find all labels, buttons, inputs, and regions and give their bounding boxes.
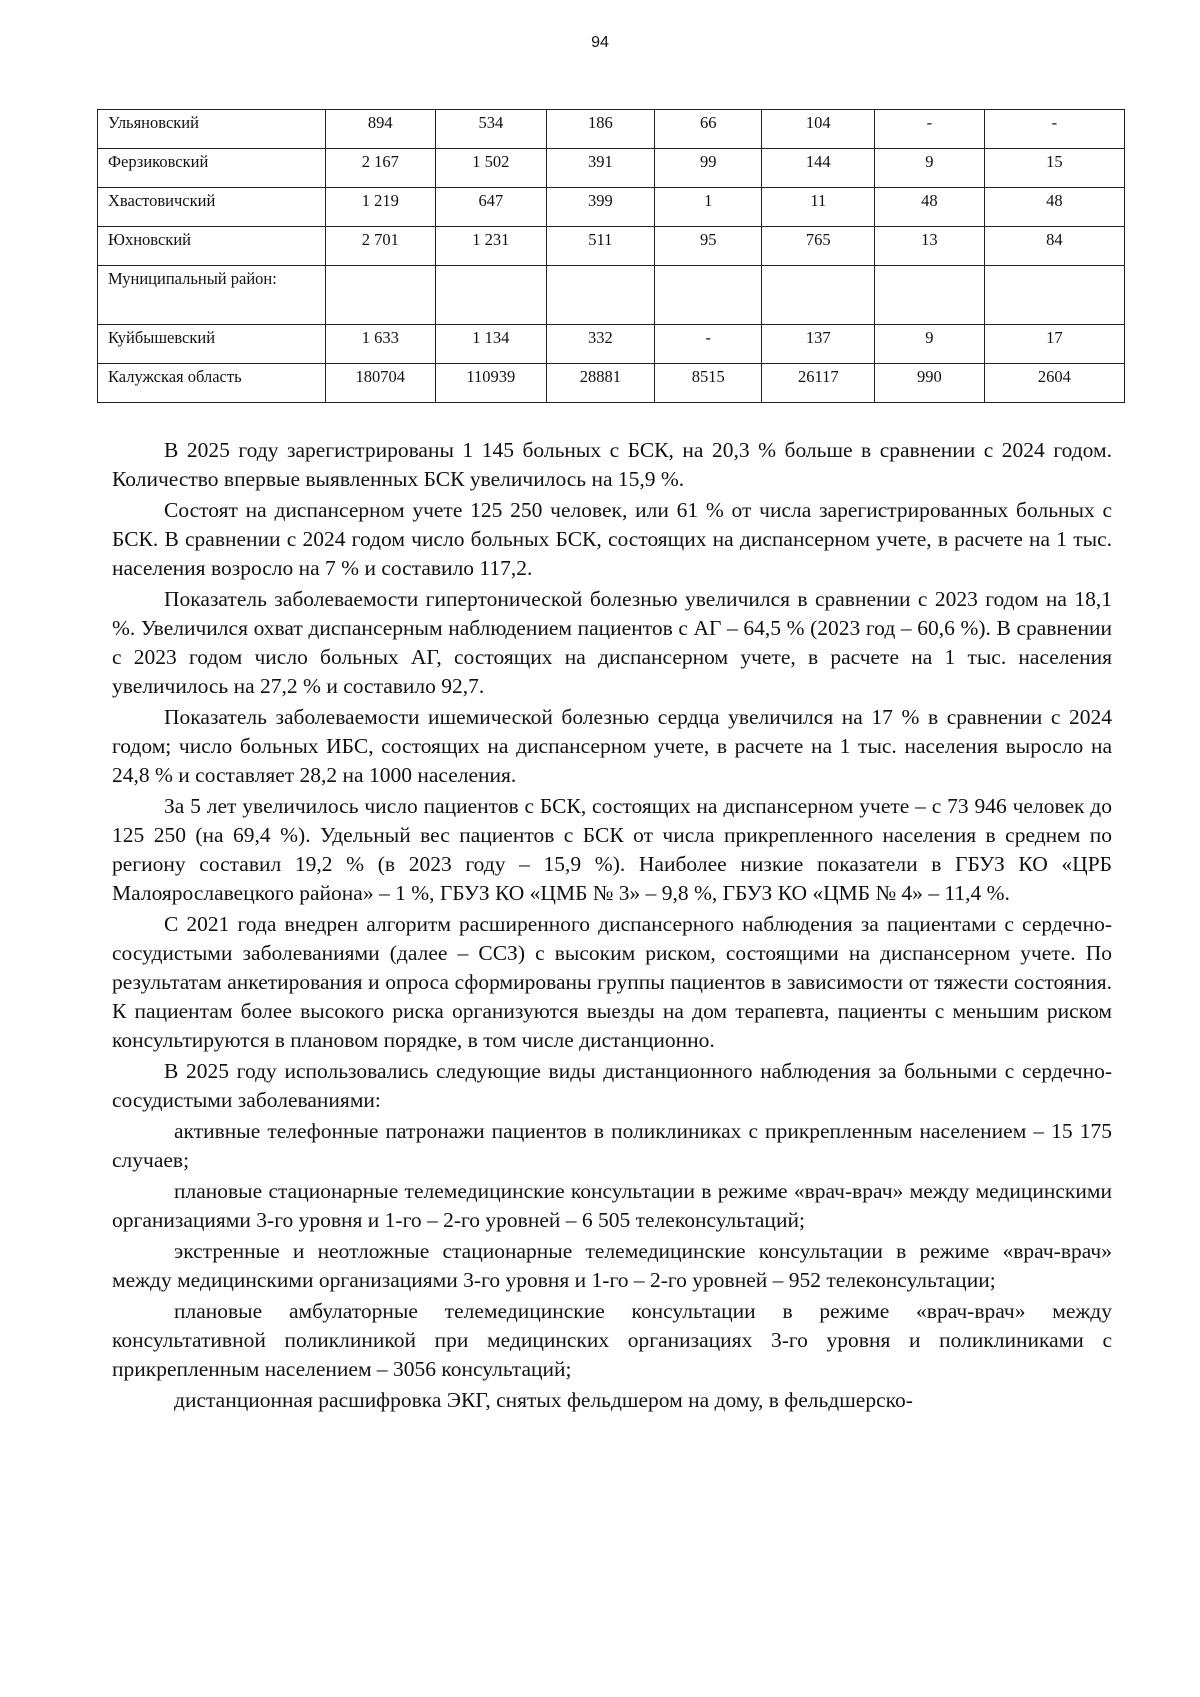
table-cell-name: Куйбышевский	[98, 325, 326, 364]
list-item: активные телефонные патронажи пациентов в поликлиниках с прикрепленным населением – 15 175 случаев;	[112, 1119, 1112, 1172]
table-cell: -	[984, 110, 1124, 149]
table-cell	[436, 266, 547, 325]
table-cell: 9	[875, 325, 985, 364]
table-cell: 2 167	[325, 149, 436, 188]
table-row	[98, 364, 1125, 403]
table-row	[98, 266, 1125, 325]
paragraph: Показатель заболеваемости ишемической болезнью сердца увеличился на 17 % в сравнении с 2024 годом; число больных ИБС, состоящих на диспансерном учете, в расчете на 1 тыс. населения выросло на 24,8 % и составляет 28,2 на 1000 населения.	[112, 705, 1112, 787]
table-cell-name: Юхновский	[98, 227, 326, 266]
paragraph: С 2021 года внедрен алгоритм расширенного диспансерного наблюдения за пациентами с сердечно-сосудистыми заболеваниями (далее – ССЗ) с высоким риском, состоящими на диспансерном учете. По результатам анкетирования и опроса сформированы группы пациентов в зависимости от тяжести состояния. К пациентам более высокого риска организуются выезды на дом терапевта, пациенты с меньшим риском консультируются в плановом порядке, в том числе дистанционно.	[112, 912, 1112, 1052]
table-cell: 534	[436, 110, 547, 149]
table-cell: 1 502	[436, 149, 547, 188]
table-cell: 2604	[984, 364, 1124, 403]
table-cell: 1 633	[325, 325, 436, 364]
list-item: дистанционная расшифровка ЭКГ, снятых фельдшером на дому, в фельдшерско-	[174, 1388, 913, 1412]
table-cell	[762, 266, 875, 325]
page-number: 94	[591, 34, 609, 51]
table-cell: 15	[984, 149, 1124, 188]
list-item: экстренные и неотложные стационарные телемедицинские консультации в режиме «врач-врач» между медицинскими организациями 3-го уровня и 1-го – 2-го уровней – 952 телеконсультации;	[112, 1239, 1112, 1292]
table-cell: -	[875, 110, 985, 149]
paragraph: За 5 лет увеличилось число пациентов с БСК, состоящих на диспансерном учете – с 73 946 человек до 125 250 (на 69,4 %). Удельный вес пациентов с БСК от числа прикрепленного населения в среднем по региону составил 19,2 % (в 2023 году – 15,9 %). Наиболее низкие показатели в ГБУЗ КО «ЦРБ Малоярославецкого района» – 1 %, ГБУЗ КО «ЦМБ № 3» – 9,8 %, ГБУЗ КО «ЦМБ № 4» – 11,4 %.	[112, 794, 1112, 905]
paragraph: Показатель заболеваемости гипертонической болезнью увеличился в сравнении с 2023 годом на 18,1 %. Увеличился охват диспансерным наблюдением пациентов с АГ – 64,5 % (2023 год – 60,6 %). В сравнении с 2023 годом число больных АГ, состоящих на диспансерном учете, в расчете на 1 тыс. населения увеличилось на 27,2 % и составило 92,7.	[112, 587, 1112, 698]
table-cell: 144	[762, 149, 875, 188]
table-cell: 48	[875, 188, 985, 227]
table-cell: 511	[546, 227, 654, 266]
table-row	[98, 227, 1125, 266]
table-cell: -	[655, 325, 762, 364]
table-cell: 1 219	[325, 188, 436, 227]
table-cell: 399	[546, 188, 654, 227]
table-cell	[655, 266, 762, 325]
table-cell: 2 701	[325, 227, 436, 266]
table-cell-name: Калужская область	[98, 364, 326, 403]
list-item: плановые стационарные телемедицинские консультации в режиме «врач-врач» между медицинскими организациями 3-го уровня и 1-го – 2-го уровней – 6 505 телеконсультаций;	[112, 1179, 1112, 1232]
table-cell-name: Хвастовичский	[98, 188, 326, 227]
table-cell: 95	[655, 227, 762, 266]
table-cell-name: Ферзиковский	[98, 149, 326, 188]
table-cell: 28881	[546, 364, 654, 403]
table-cell: 13	[875, 227, 985, 266]
table-cell: 1 231	[436, 227, 547, 266]
table-cell	[875, 266, 985, 325]
table-cell	[325, 266, 436, 325]
table-cell: 1	[655, 188, 762, 227]
table-cell: 48	[984, 188, 1124, 227]
table-cell: 391	[546, 149, 654, 188]
table-cell: 180704	[325, 364, 436, 403]
table-row	[98, 325, 1125, 364]
table-cell: 1 134	[436, 325, 547, 364]
statistics-table	[97, 109, 1125, 403]
table-cell: 647	[436, 188, 547, 227]
table-cell-name: Ульяновский	[98, 110, 326, 149]
table-cell: 8515	[655, 364, 762, 403]
table-row	[98, 149, 1125, 188]
table-cell: 137	[762, 325, 875, 364]
table-cell: 66	[655, 110, 762, 149]
table-cell-name: Муниципальный район:	[98, 266, 326, 325]
body-text	[112, 436, 1112, 1417]
table-cell: 894	[325, 110, 436, 149]
paragraph: В 2025 году зарегистрированы 1 145 больных с БСК, на 20,3 % больше в сравнении с 2024 годом. Количество впервые выявленных БСК увеличилось на 15,9 %.	[112, 438, 1112, 491]
table-cell: 17	[984, 325, 1124, 364]
table-cell: 332	[546, 325, 654, 364]
table-cell: 84	[984, 227, 1124, 266]
table-cell	[546, 266, 654, 325]
paragraph: В 2025 году использовались следующие виды дистанционного наблюдения за больными с сердечно-сосудистыми заболеваниями:	[112, 1059, 1112, 1112]
table-cell: 99	[655, 149, 762, 188]
table-cell: 11	[762, 188, 875, 227]
table-cell	[984, 266, 1124, 325]
list-item: плановые амбулаторные телемедицинские консультации в режиме «врач-врач» между консультативной поликлиникой при медицинских организациях 3-го уровня и поликлиниками с прикрепленным населением – 3056 консультаций;	[112, 1299, 1112, 1381]
table-cell: 110939	[436, 364, 547, 403]
table-cell: 26117	[762, 364, 875, 403]
table-cell: 186	[546, 110, 654, 149]
table-cell: 990	[875, 364, 985, 403]
table-cell: 104	[762, 110, 875, 149]
table-cell: 9	[875, 149, 985, 188]
paragraph: Состоят на диспансерном учете 125 250 человек, или 61 % от числа зарегистрированных больных с БСК. В сравнении с 2024 годом число больных БСК, состоящих на диспансерном учете, в расчете на 1 тыс. населения возросло на 7 % и составило 117,2.	[112, 498, 1112, 580]
table-cell: 765	[762, 227, 875, 266]
table-row	[98, 188, 1125, 227]
table-row	[98, 110, 1125, 149]
